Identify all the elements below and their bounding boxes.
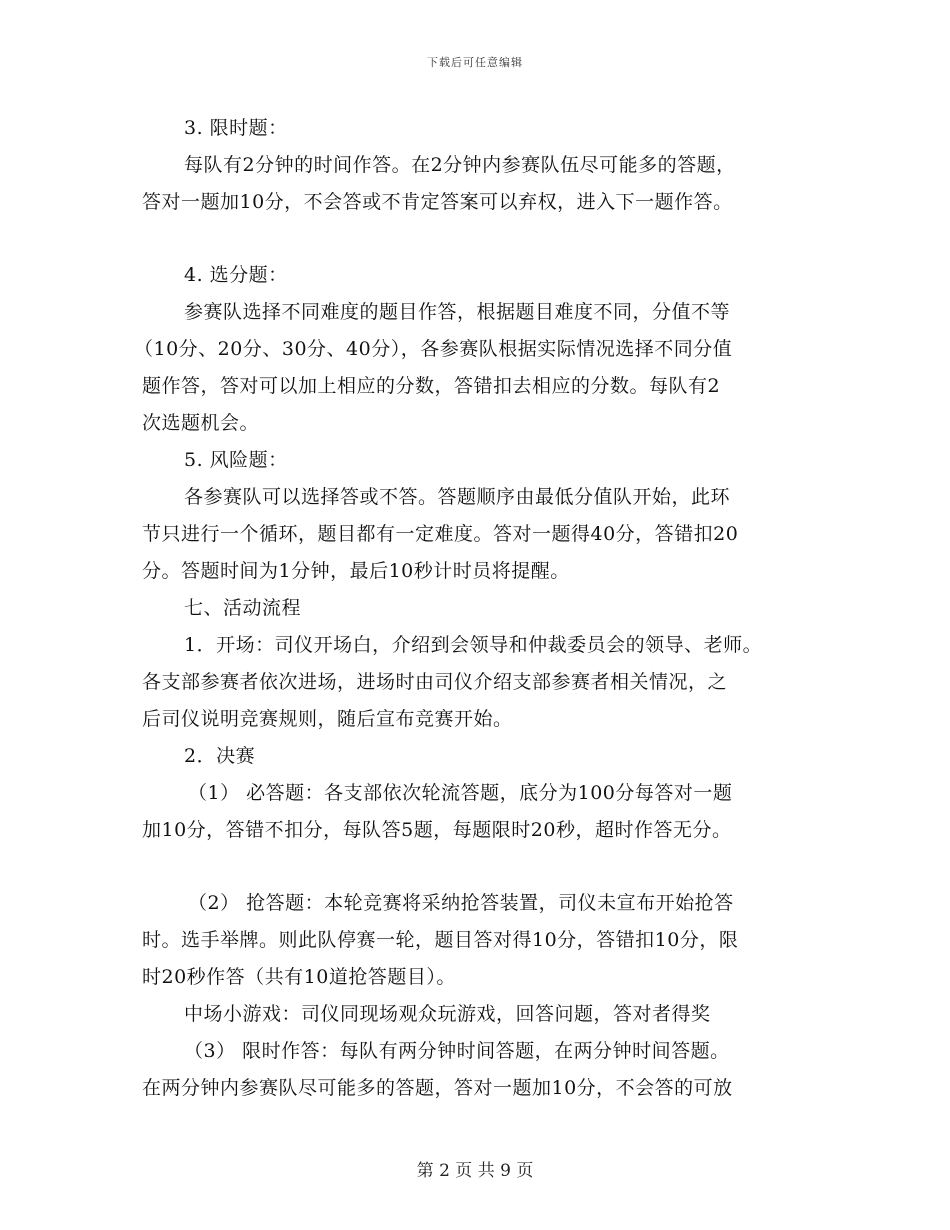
section-5-line-2: 节只进行一个循环，题目都有一定难度。答对一题得40分，答错扣20 [142, 523, 739, 545]
section-5-title: 5. 风险题： [184, 449, 288, 471]
section-3-line-1: 每队有2分钟的时间作答。在2分钟内参赛队伍尽可能多的答题， [184, 154, 736, 176]
section-4-title: 4. 选分题： [184, 264, 288, 286]
opening-line-2: 各支部参赛者依次进场，进场时由司仪介绍支部参赛者相关情况，之 [142, 671, 728, 693]
section-7-heading: 七、活动流程 [184, 597, 302, 619]
section-4-line-1: 参赛队选择不同难度的题目作答，根据题目难度不同，分值不等 [184, 301, 731, 323]
timed-answer-line-1: （3） 限时作答：每队有两分钟时间答题，在两分钟时间答题。 [184, 1040, 730, 1062]
page-footer [0, 1156, 950, 1181]
opening-line-3: 后司仪说明竞赛规则，随后宣布竞赛开始。 [142, 708, 513, 730]
footer-suffix: 页 [516, 1161, 534, 1181]
buzzer-question-line-2: 时。选手举牌。则此队停赛一轮，题目答对得10分，答错扣10分，限 [142, 929, 739, 951]
section-4-line-2: （10分、20分、30分、40分），各参赛队根据实际情况选择不同分值 [134, 338, 733, 360]
required-answer-line-2: 加10分，答错不扣分，每队答5题，每题限时20秒，超时作答无分。 [142, 819, 732, 841]
footer-current-page: 2 [439, 1161, 450, 1181]
section-5-line-1: 各参赛队可以选择答或不答。答题顺序由最低分值队开始，此环 [184, 486, 731, 508]
footer-total-pages: 9 [500, 1161, 511, 1181]
footer-middle: 页 共 [455, 1161, 495, 1181]
final-heading: 2．决赛 [184, 745, 256, 767]
section-3-line-2: 答对一题加10分，不会答或不肯定答案可以弃权，进入下一题作答。 [142, 191, 733, 213]
buzzer-question-line-1: （2） 抢答题：本轮竞赛将采纳抢答装置，司仪未宣布开始抢答 [188, 892, 734, 914]
halftime-game-line: 中场小游戏：司仪同现场观众玩游戏，回答问题，答对者得奖 [184, 1003, 711, 1025]
buzzer-question-line-3: 时20秒作答（共有10道抢答题目）。 [142, 966, 456, 988]
section-3-title: 3. 限时题： [184, 117, 288, 139]
opening-line-1: 1．开场：司仪开场白，介绍到会领导和仲裁委员会的领导、老师。 [184, 634, 763, 656]
footer-prefix: 第 [416, 1161, 434, 1181]
timed-answer-line-2: 在两分钟内参赛队尽可能多的答题，答对一题加10分，不会答的可放 [142, 1077, 733, 1099]
page-header: 下载后可任意编辑 [427, 56, 523, 69]
section-5-line-3: 分。答题时间为1分钟，最后10秒计时员将提醒。 [142, 560, 570, 582]
section-4-line-4: 次选题机会。 [142, 412, 260, 434]
required-answer-line-1: （1） 必答题：各支部依次轮流答题，底分为100分每答对一题 [188, 782, 733, 804]
section-4-line-3: 题作答，答对可以加上相应的分数，答错扣去相应的分数。每队有2 [142, 375, 721, 397]
